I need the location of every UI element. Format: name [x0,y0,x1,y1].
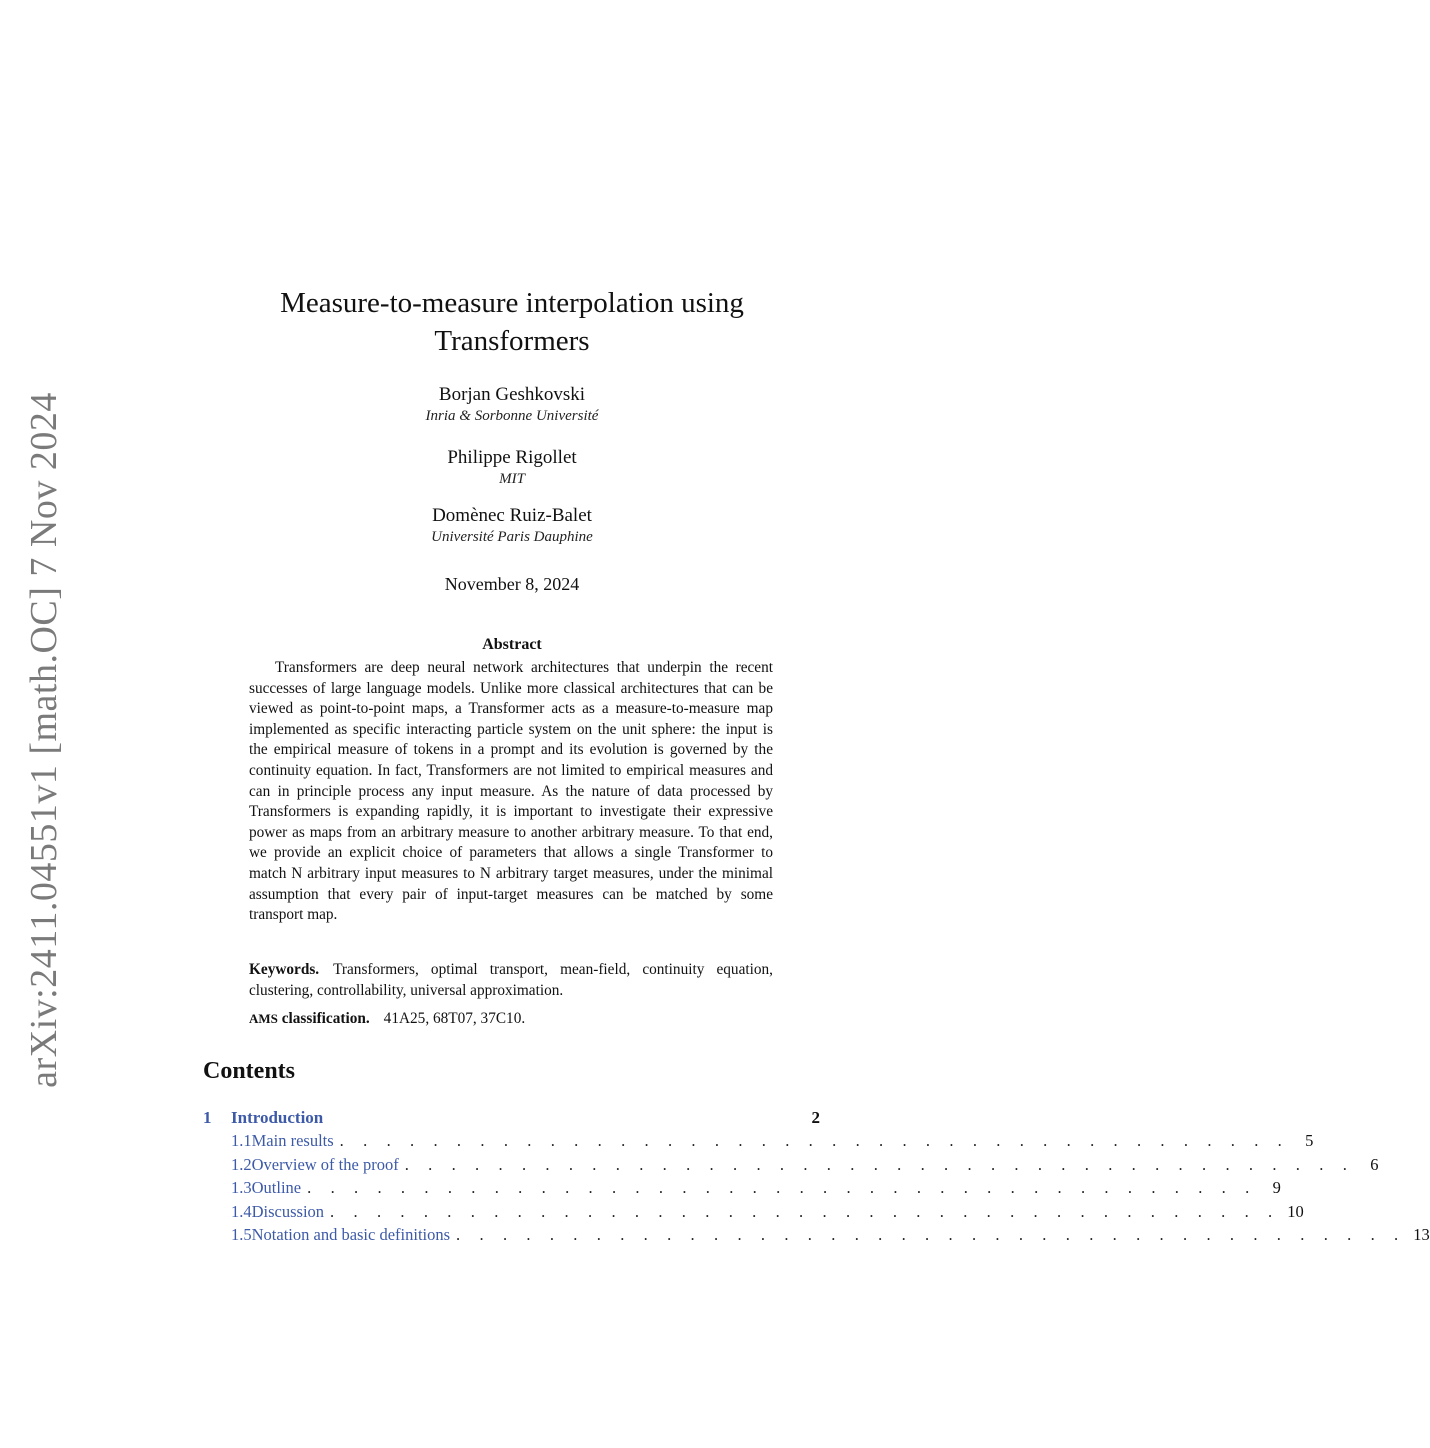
toc-page-number: 9 [1272,1178,1281,1198]
toc-entry-discussion[interactable] [203,1200,1304,1223]
toc-link-title[interactable]: Introduction [231,1108,324,1127]
ams-label [249,1010,370,1027]
ams-label-rest: classification. [281,1010,370,1027]
author-name: Philippe Rigollet [447,447,577,468]
toc-section-number: 1.5 [231,1224,252,1244]
author-block-2 [0,447,1024,489]
toc-entry-notation[interactable] [203,1223,1430,1246]
toc-page-number: 5 [1305,1131,1314,1151]
toc-section-number: 1.1 [231,1131,252,1151]
toc-link-title[interactable]: Notation and basic definitions [251,1224,451,1244]
toc-section-number: 1.3 [231,1178,252,1198]
toc-entry-main-results[interactable] [203,1129,1314,1152]
toc-section-number: 1 [203,1108,212,1127]
toc-leader-dots: . . . . . . . . . . . . . . . . . . . . . . . . . . . . . . . . . . . . . . . . . [456,1224,1406,1244]
keywords-text: Transformers, optimal transport, mean-field, continuity equation, clustering, controllability, universal approximation. [249,961,773,999]
toc-link-title[interactable]: Main results [251,1131,334,1151]
publication-date: November 8, 2024 [444,574,580,594]
keywords-paragraph [249,959,773,1001]
author-block-1 [0,384,1024,426]
toc-page-number: 6 [1370,1154,1379,1174]
author-name: Domènec Ruiz-Balet [432,505,592,526]
ams-label-smallcaps: AMS [249,1011,278,1026]
contents-heading: Contents [203,1058,296,1084]
toc-leader-dots: . . . . . . . . . . . . . . . . . . . . . . . . . . . . . . . . . . . . . . . . . [404,1154,1355,1174]
toc-leader-dots: . . . . . . . . . . . . . . . . . . . . . . . . . . . . . . . . . . . . . . . . . [339,1131,1290,1151]
toc-page-number: 10 [1287,1201,1304,1221]
toc-link-title[interactable]: Discussion [251,1201,325,1221]
author-affiliation: Université Paris Dauphine [431,529,593,545]
toc-entry-outline[interactable] [203,1176,1281,1199]
abstract-body: Transformers are deep neural network architectures that underpin the recent successes of large language models. Unlike more classical architectures that can be viewed as point-to-point maps, a Transformer acts as a measure-to-measure map implemented as specific interacting particle system on the unit sphere: the input is the empirical measure of tokens in a prompt and its evolution is governed by the continuity equation. In fact, Transformers are not limited to empirical measures and can in principle process any input measure. As the nature of data processed by Transformers is expanding rapidly, it is important to investigate their expressive power as maps from an arbitrary measure to another arbitrary measure. To that end, we provide an explicit choice of parameters that allows a single Transformer to match N arbitrary input measures to N arbitrary target measures, under the minimal assumption that every pair of input-target measures can be matched by some transport map. [249,659,773,924]
paper-title [0,284,1024,360]
toc-entry-overview-of-proof[interactable] [203,1153,1379,1176]
author-block-3 [0,505,1024,547]
toc-page-number: 2 [811,1108,820,1127]
keywords-label: Keywords. [249,961,320,978]
toc-link-title[interactable]: Overview of the proof [251,1154,399,1174]
abstract-heading: Abstract [482,636,542,653]
table-of-contents [203,1106,1430,1246]
toc-section-number: 1.4 [231,1201,252,1221]
toc-link-title[interactable]: Outline [251,1178,302,1198]
ams-codes: 41A25, 68T07, 37C10. [383,1010,526,1027]
paper-title-line-2: Transformers [434,325,590,357]
author-affiliation: Inria & Sorbonne Université [425,408,599,424]
toc-leader-dots: . . . . . . . . . . . . . . . . . . . . . . . . . . . . . . . . . . . . . . . . . [307,1178,1257,1198]
toc-entry-introduction[interactable] [203,1106,820,1129]
toc-section-number: 1.2 [231,1154,252,1174]
toc-page-number: 13 [1413,1224,1430,1244]
ams-classification [249,1008,773,1029]
paper-title-line-1: Measure-to-measure interpolation using [280,287,744,319]
author-name: Borjan Geshkovski [438,384,586,405]
toc-leader-dots: . . . . . . . . . . . . . . . . . . . . . . . . . . . . . . . . . . . . . . . . . [330,1201,1280,1221]
arxiv-identifier-stamp: arXiv:2411.04551v1 [math.OC] 7 Nov 2024 [23,392,65,1088]
author-affiliation: MIT [499,471,525,487]
